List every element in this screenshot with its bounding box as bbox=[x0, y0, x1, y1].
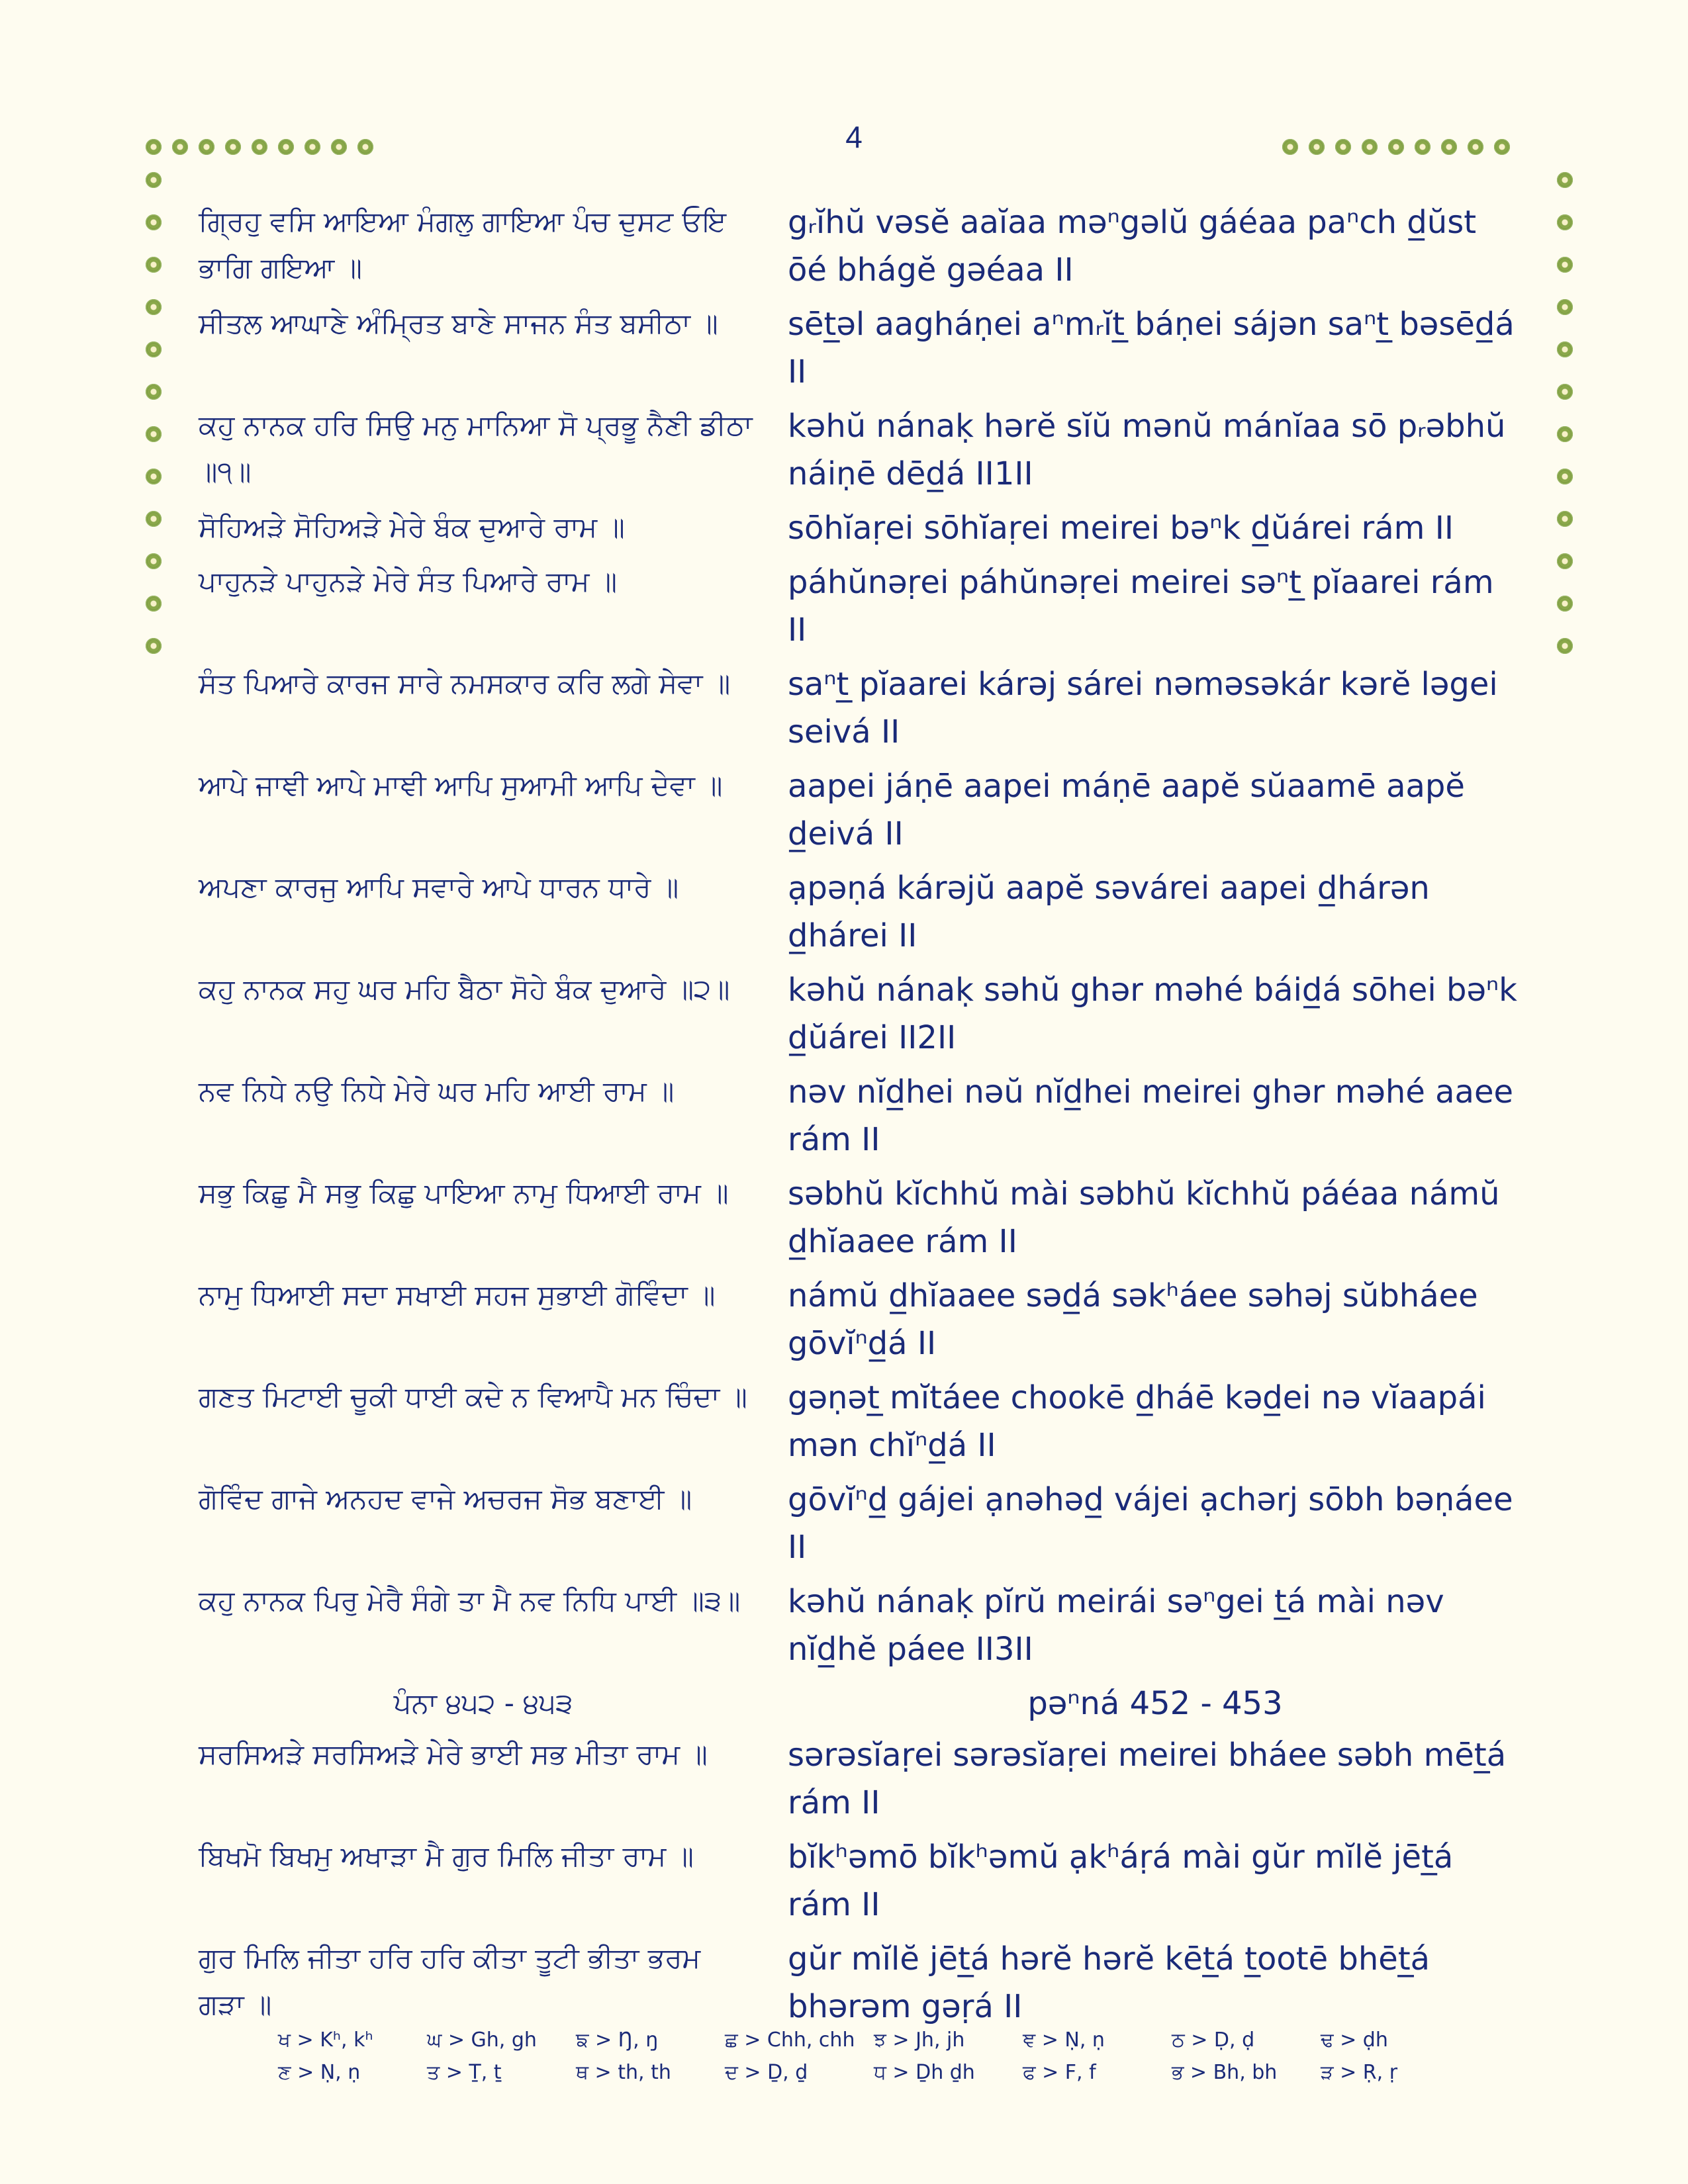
flower-icon bbox=[330, 138, 348, 156]
flower-icon bbox=[1556, 213, 1574, 232]
gurmukhi-line: ਨਵ ਨਿਧੇ ਨਉ ਨਿਧੇ ਮੇਰੇ ਘਰ ਮਹਿ ਆਈ ਰਾਮ ॥ bbox=[199, 1075, 675, 1107]
verse-list bbox=[199, 199, 1536, 2037]
flower-icon bbox=[144, 298, 163, 316]
gurmukhi-line: ਗੋਵਿੰਦ ਗਾਜੇ ਅਨਹਦ ਵਾਜੇ ਅਚਰਜ ਸੋਭ ਬਣਾਈ ॥ bbox=[199, 1482, 692, 1515]
gurmukhi-line: ਪਾਹੁਨੜੇ ਪਾਹੁਨੜੇ ਮੇਰੇ ਸੰਤ ਪਿਆਰੇ ਰਾਮ ॥ bbox=[199, 565, 618, 598]
flower-icon bbox=[144, 340, 163, 359]
verse-row bbox=[199, 1578, 1536, 1673]
legend-item: ਖ > Kʰ, kʰ bbox=[278, 2028, 373, 2052]
transliteration-line: ạpəṇá kárəjŭ aapĕ səvárei aapei d̲hárən d̲hárei II bbox=[788, 870, 1430, 954]
legend-item: ਧ > Ḏh ḏh bbox=[874, 2061, 975, 2084]
flower-icon bbox=[1556, 255, 1574, 274]
transliteration-line: səbhŭ kĭchhŭ mài səbhŭ kĭchhŭ páéaa námŭ d̲hĭaaee rám II bbox=[788, 1175, 1500, 1260]
legend-item: ਛ > Chh, chh bbox=[725, 2028, 855, 2052]
transliteration-line: sōhĭaṛei sōhĭaṛei meirei bəⁿk d̲ŭárei rám II bbox=[788, 510, 1454, 547]
transliteration-line: námŭ d̲hĭaaee səd̲á səkʰáee səhəj sŭbháee gōvĭⁿd̲á II bbox=[788, 1277, 1478, 1362]
verse-row bbox=[199, 504, 1536, 552]
flower-icon bbox=[144, 594, 163, 613]
flower-icon bbox=[1440, 138, 1458, 156]
transliteration-line: páhŭnəṛei páhŭnəṛei meirei səⁿt̲ pĭaarei rám II bbox=[788, 564, 1494, 649]
verse-row bbox=[199, 1833, 1536, 1929]
verse-row bbox=[199, 660, 1536, 756]
flower-icon bbox=[1281, 138, 1299, 156]
verse-row bbox=[199, 199, 1536, 294]
flower-icon bbox=[1556, 171, 1574, 189]
flower-icon bbox=[1556, 467, 1574, 486]
transliteration-line: bĭkʰəmō bĭkʰəmŭ ạkʰáṛá mài gŭr mĭlĕ jēt̲á rám II bbox=[788, 1839, 1454, 1923]
legend-item: ਝ > Jh, jh bbox=[874, 2028, 965, 2052]
flower-icon bbox=[1556, 510, 1574, 528]
transliteration-line: saⁿt̲ pĭaarei kárəj sárei nəməsəkár kərĕ ləgei seivá II bbox=[788, 666, 1498, 751]
flower-icon bbox=[1556, 298, 1574, 316]
flower-icon bbox=[1387, 138, 1405, 156]
flower-icon bbox=[250, 138, 269, 156]
flower-icon bbox=[1556, 383, 1574, 401]
flower-icon bbox=[144, 425, 163, 443]
page-reference bbox=[199, 1680, 1536, 1727]
flower-icon bbox=[303, 138, 322, 156]
flower-icon bbox=[1556, 425, 1574, 443]
transliteration-line: sərəsĭaṛei sərəsĭaṛei meirei bháee səbh mēt̲á rám II bbox=[788, 1737, 1507, 1821]
transliteration-line: kəhŭ nánaḳ səhŭ ghər məhé báid̲á sōhei bəⁿk d̲ŭárei II2II bbox=[788, 972, 1517, 1056]
verse-row bbox=[199, 1068, 1536, 1163]
flower-icon bbox=[144, 552, 163, 570]
page-reference-gurmukhi: ਪੰਨਾ ੪੫੨ - ੪੫੩ bbox=[393, 1687, 573, 1719]
gurmukhi-line: ਗ੍ਰਿਹੁ ਵਸਿ ਆਇਆ ਮੰਗਲੁ ਗਾਇਆ ਪੰਚ ਦੁਸਟ ਓਇ ਭਾਗਿ ਗਇਆ ॥ bbox=[199, 205, 727, 284]
ornament-right-column bbox=[1556, 171, 1574, 655]
transliteration-line: gᵣĭhŭ vəsĕ aaĭaa məⁿgəlŭ gáéaa paⁿch d̲ŭst ōé bhágĕ gəéaa II bbox=[788, 204, 1477, 289]
verse-row bbox=[199, 402, 1536, 498]
verse-row bbox=[199, 1476, 1536, 1571]
gurmukhi-line: ਸੋਹਿਅੜੇ ਸੋਹਿਅੜੇ ਮੇਰੇ ਬੰਕ ਦੁਆਰੇ ਰਾਮ ॥ bbox=[199, 511, 625, 543]
verse-row bbox=[199, 559, 1536, 654]
gurmukhi-line: ਸਭੁ ਕਿਛੁ ਮੈ ਸਭੁ ਕਿਛੁ ਪਾਇਆ ਨਾਮੁ ਧਿਆਈ ਰਾਮ ॥ bbox=[199, 1177, 729, 1209]
gurmukhi-line: ਸਰਸਿਅੜੇ ਸਰਸਿਅੜੇ ਮੇਰੇ ਭਾਈ ਸਭ ਮੀਤਾ ਰਾਮ ॥ bbox=[199, 1738, 708, 1770]
flower-icon bbox=[144, 171, 163, 189]
legend-item: ਠ > Ḍ, ḍ bbox=[1172, 2028, 1255, 2052]
transliteration-line: sēt̲əl aagháṇei aⁿmᵣĭt̲ báṇei sájən saⁿt̲ bəsēd̲á II bbox=[788, 306, 1515, 390]
verse-row bbox=[199, 966, 1536, 1062]
verse-row bbox=[199, 1272, 1536, 1367]
ornament-left-column bbox=[144, 171, 163, 655]
transliteration-line: kəhŭ nánaḳ hərĕ sĭŭ mənŭ mánĭaa sō pᵣəbhŭ náiṇē dēd̲á II1II bbox=[788, 408, 1506, 492]
flower-icon bbox=[1556, 552, 1574, 570]
legend-item: ਘ > Gh, gh bbox=[427, 2028, 537, 2052]
legend-item: ੜ > Ṛ, ṛ bbox=[1321, 2061, 1398, 2084]
flower-icon bbox=[224, 138, 242, 156]
page-number: 4 bbox=[845, 120, 863, 154]
verse-row bbox=[199, 1374, 1536, 1469]
gurmukhi-line: ਸੀਤਲ ਆਘਾਣੇ ਅੰਮ੍ਰਿਤ ਬਾਣੇ ਸਾਜਨ ਸੰਤ ਬਸੀਠਾ ॥ bbox=[199, 307, 718, 340]
flower-icon bbox=[1556, 637, 1574, 655]
legend-item: ਥ > th, th bbox=[576, 2061, 671, 2084]
flower-icon bbox=[1413, 138, 1432, 156]
flower-icon bbox=[1334, 138, 1352, 156]
verse-row bbox=[199, 1935, 1536, 2030]
flower-icon bbox=[277, 138, 295, 156]
gurmukhi-line: ਕਹੁ ਨਾਨਕ ਪਿਰੁ ਮੇਰੈ ਸੰਗੇ ਤਾ ਮੈ ਨਵ ਨਿਧਿ ਪਾਈ ॥੩॥ bbox=[199, 1584, 741, 1617]
legend-item: ਞ > Ṇ, ṇ bbox=[1023, 2028, 1105, 2052]
gurmukhi-line: ਕਹੁ ਨਾਨਕ ਸਹੁ ਘਰ ਮਹਿ ਬੈਠਾ ਸੋਹੇ ਬੰਕ ਦੁਆਰੇ ॥੨॥ bbox=[199, 973, 730, 1005]
legend-item: ਤ > Ṯ, ṯ bbox=[427, 2061, 502, 2084]
gurmukhi-line: ਗਣਤ ਮਿਟਾਈ ਚੂਕੀ ਧਾਈ ਕਦੇ ਨ ਵਿਆਪੈ ਮਨ ਚਿੰਦਾ ॥ bbox=[199, 1381, 747, 1413]
gurmukhi-line: ਗੁਰ ਮਿਲਿ ਜੀਤਾ ਹਰਿ ਹਰਿ ਕੀਤਾ ਤੂਟੀ ਭੀਤਾ ਭਰਮ ਗੜਾ ॥ bbox=[199, 1942, 701, 2021]
transliteration-line: kəhŭ nánaḳ pĭrŭ meirái səⁿgei t̲á mài nəv nĭd̲hĕ páee II3II bbox=[788, 1583, 1444, 1668]
flower-icon bbox=[144, 383, 163, 401]
flower-icon bbox=[144, 467, 163, 486]
flower-icon bbox=[1307, 138, 1326, 156]
verse-row bbox=[199, 864, 1536, 960]
legend-item: ਦ > Ḏ, ḏ bbox=[725, 2061, 808, 2084]
transliteration-legend bbox=[278, 2028, 1470, 2084]
verse-row bbox=[199, 762, 1536, 858]
flower-icon bbox=[1360, 138, 1379, 156]
transliteration-line: gəṇət̲ mĭtáee chookē d̲háē kəd̲ei nə vĭaapái mən chĭⁿd̲á II bbox=[788, 1379, 1486, 1464]
page-reference-translit: pəⁿná 452 - 453 bbox=[1027, 1685, 1283, 1722]
transliteration-line: gōvĭⁿd̲ gájei ạnəhəd̲ vájei ạchərj sōbh bəṇáee II bbox=[788, 1481, 1513, 1566]
flower-icon bbox=[1493, 138, 1511, 156]
verse-row bbox=[199, 300, 1536, 396]
flower-icon bbox=[356, 138, 375, 156]
flower-icon bbox=[144, 138, 163, 156]
legend-item: ਙ > Ŋ, ŋ bbox=[576, 2028, 659, 2052]
gurmukhi-line: ਬਿਖਮੋ ਬਿਖਮੁ ਅਖਾੜਾ ਮੈ ਗੁਰ ਮਿਲਿ ਜੀਤਾ ਰਾਮ ॥ bbox=[199, 1840, 694, 1872]
verse-row bbox=[199, 1731, 1536, 1827]
verse-row bbox=[199, 1170, 1536, 1265]
ornament-top-left bbox=[144, 138, 375, 156]
legend-item: ਭ > Bh, bh bbox=[1172, 2061, 1278, 2084]
transliteration-line: gŭr mĭlĕ jēt̲á hərĕ hərĕ kēt̲á t̲ootē bhēt̲á bhərəm gəṛá II bbox=[788, 1940, 1430, 2025]
flower-icon bbox=[1556, 594, 1574, 613]
gurmukhi-line: ਆਪੇ ਜਾਞੀ ਆਪੇ ਮਾਞੀ ਆਪਿ ਸੁਆਮੀ ਆਪਿ ਦੇਵਾ ॥ bbox=[199, 769, 723, 801]
ornament-top-right bbox=[1281, 138, 1511, 156]
flower-icon bbox=[144, 510, 163, 528]
transliteration-line: aapei jáṇē aapei máṇē aapĕ sŭaamē aapĕ d̲eivá II bbox=[788, 768, 1465, 852]
legend-item: ਢ > ḍh bbox=[1321, 2028, 1388, 2052]
gurmukhi-line: ਕਹੁ ਨਾਨਕ ਹਰਿ ਸਿਉ ਮਨੁ ਮਾਨਿਆ ਸੋ ਪ੍ਰਭੂ ਨੈਣੀ ਡੀਠਾ ॥੧॥ bbox=[199, 409, 753, 488]
gurmukhi-line: ਅਪਣਾ ਕਾਰਜੁ ਆਪਿ ਸਵਾਰੇ ਆਪੇ ਧਾਰਨ ਧਾਰੇ ॥ bbox=[199, 871, 679, 903]
legend-item: ਣ > Ṇ, ṇ bbox=[278, 2061, 361, 2084]
flower-icon bbox=[197, 138, 216, 156]
flower-icon bbox=[171, 138, 189, 156]
flower-icon bbox=[144, 637, 163, 655]
gurmukhi-line: ਨਾਮੁ ਧਿਆਈ ਸਦਾ ਸਖਾਈ ਸਹਜ ਸੁਭਾਈ ਗੋਵਿੰਦਾ ॥ bbox=[199, 1279, 716, 1311]
gurmukhi-line: ਸੰਤ ਪਿਆਰੇ ਕਾਰਜ ਸਾਰੇ ਨਮਸਕਾਰ ਕਰਿ ਲਗੇ ਸੇਵਾ ॥ bbox=[199, 667, 731, 700]
transliteration-line: nəv nĭd̲hei nəŭ nĭd̲hei meirei ghər məhé aaee rám II bbox=[788, 1073, 1514, 1158]
legend-item: ਫ > F, f bbox=[1023, 2061, 1096, 2084]
flower-icon bbox=[144, 213, 163, 232]
flower-icon bbox=[1466, 138, 1485, 156]
flower-icon bbox=[144, 255, 163, 274]
flower-icon bbox=[1556, 340, 1574, 359]
